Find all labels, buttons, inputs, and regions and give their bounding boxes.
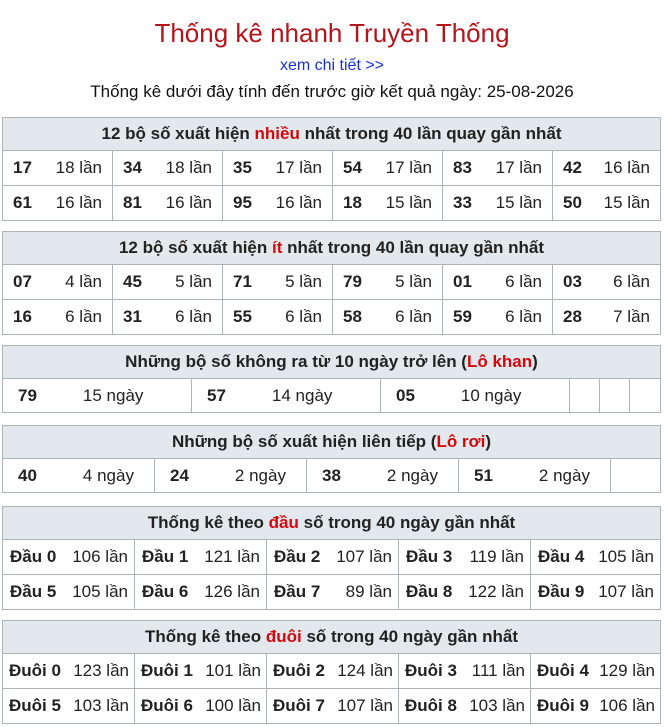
cell-label: Đầu 2: [274, 547, 321, 566]
dau-body: [3, 540, 660, 609]
cell-count: 16 lần: [275, 193, 322, 212]
cell-label: 58: [343, 307, 362, 326]
cell-count: 6 lần: [505, 307, 542, 326]
cell-label: 81: [123, 193, 142, 212]
lo-roi-row: [3, 459, 660, 492]
cell-count: 17 lần: [275, 158, 322, 177]
cell-label: Đuôi 0: [9, 661, 61, 680]
cell-label: 42: [563, 158, 582, 177]
cell-label: Đầu 7: [274, 582, 321, 601]
stat-cell: [531, 540, 660, 574]
cell-count: 89 lần: [345, 582, 392, 601]
cell-label: Đuôi 5: [9, 696, 61, 715]
stat-cell: [531, 575, 660, 609]
header-highlight: Lô khan: [466, 352, 533, 371]
dau-header: [3, 507, 660, 540]
lo-khan-row: [3, 379, 660, 412]
cell-label: 61: [13, 193, 32, 212]
empty-cell: [600, 379, 630, 412]
cell-count: 16 lần: [603, 158, 650, 177]
lo-khan-header: [3, 346, 660, 379]
table-row: [3, 540, 660, 575]
stat-cell: [135, 540, 267, 574]
lo-khan-table: [2, 345, 661, 413]
cell-count: 101 lần: [205, 661, 261, 680]
cell-label: Đầu 9: [538, 582, 585, 601]
table-row: [3, 151, 660, 186]
header-text: Những bộ số xuất hiện liên tiếp (: [171, 432, 437, 451]
cell-count: 2 ngày: [386, 465, 438, 485]
stat-cell: [333, 265, 443, 299]
cell-label: 45: [123, 272, 142, 291]
header-text: ): [532, 352, 538, 371]
cell-count: 14 ngày: [271, 385, 333, 405]
header-text: Thống kê theo: [147, 513, 269, 532]
cell-count: 15 ngày: [82, 385, 144, 405]
duoi-header: [3, 621, 660, 654]
cell-label: 34: [123, 158, 142, 177]
stat-cell: [3, 654, 135, 688]
least-frequent-header: [3, 232, 660, 265]
stat-cell: [553, 151, 660, 185]
cell-count: 18 lần: [55, 158, 102, 177]
least-frequent-table: [2, 231, 661, 335]
stat-cell: [399, 575, 531, 609]
cell-count: 123 lần: [73, 661, 129, 680]
stat-cell: [459, 459, 611, 492]
cell-count: 119 lần: [469, 547, 524, 566]
stat-cell: [443, 300, 553, 334]
cell-count: 4 ngày: [82, 465, 134, 485]
cell-count: 15 lần: [603, 193, 650, 212]
stat-cell: [192, 379, 381, 412]
cell-label: 55: [233, 307, 252, 326]
cell-label: 71: [233, 272, 252, 291]
stat-cell: [113, 300, 223, 334]
stat-cell: [3, 300, 113, 334]
header-text: Thống kê theo: [144, 627, 266, 646]
stat-cell: [267, 654, 399, 688]
cell-label: 79: [343, 272, 362, 291]
cell-label: 07: [13, 272, 32, 291]
cell-label: 51: [474, 465, 493, 485]
cell-count: 124 lần: [337, 661, 393, 680]
cell-count: 105 lần: [72, 582, 128, 601]
stat-cell: [333, 151, 443, 185]
table-row: [3, 300, 660, 334]
cell-count: 129 lần: [599, 661, 655, 680]
stat-cell: [399, 540, 531, 574]
header-text: nhất trong 40 lần quay gần nhất: [282, 238, 545, 257]
stat-cell: [223, 265, 333, 299]
stat-cell: [3, 151, 113, 185]
stat-cell: [3, 459, 155, 492]
cell-label: 54: [343, 158, 362, 177]
cell-label: 28: [563, 307, 582, 326]
cell-count: 107 lần: [336, 547, 392, 566]
cell-label: Đầu 8: [406, 582, 453, 601]
cell-count: 103 lần: [469, 696, 525, 715]
duoi-body: [3, 654, 660, 723]
stat-cell: [267, 575, 399, 609]
stat-cell: [135, 654, 267, 688]
most-frequent-table: [2, 117, 661, 221]
lo-roi-table: [2, 425, 661, 493]
cell-label: 01: [453, 272, 472, 291]
stat-cell: [267, 689, 399, 723]
cell-count: 17 lần: [495, 158, 542, 177]
stat-cell: [531, 654, 660, 688]
stat-cell: [3, 265, 113, 299]
cell-count: 5 lần: [395, 272, 432, 291]
table-row: [3, 186, 660, 220]
cell-count: 126 lần: [204, 582, 260, 601]
cell-count: 6 lần: [505, 272, 542, 291]
cell-label: 57: [207, 385, 226, 405]
cell-label: Đuôi 6: [141, 696, 193, 715]
cell-label: Đuôi 7: [273, 696, 325, 715]
cell-count: 105 lần: [598, 547, 654, 566]
stat-cell: [3, 186, 113, 220]
cell-count: 5 lần: [175, 272, 212, 291]
cell-label: Đầu 1: [142, 547, 189, 566]
cell-count: 7 lần: [613, 307, 650, 326]
stat-cell: [267, 540, 399, 574]
cell-label: Đầu 6: [142, 582, 189, 601]
cell-label: 16: [13, 307, 32, 326]
cell-label: Đầu 5: [10, 582, 57, 601]
duoi-table: [2, 620, 661, 724]
stat-cell: [135, 689, 267, 723]
lo-roi-header: [3, 426, 660, 459]
stat-cell: [333, 186, 443, 220]
cell-label: 33: [453, 193, 472, 212]
cell-count: 6 lần: [613, 272, 650, 291]
cell-label: 79: [18, 385, 37, 405]
cell-label: 83: [453, 158, 472, 177]
stat-cell: [3, 379, 192, 412]
cell-count: 111 lần: [471, 661, 525, 680]
stat-cell: [3, 540, 135, 574]
cell-count: 17 lần: [385, 158, 432, 177]
cell-count: 10 ngày: [460, 385, 522, 405]
cell-count: 100 lần: [205, 696, 261, 715]
cell-label: Đuôi 9: [537, 696, 589, 715]
table-row: [3, 654, 660, 689]
empty-cell: [570, 379, 600, 412]
cell-label: 38: [322, 465, 341, 485]
stat-cell: [223, 300, 333, 334]
cell-label: 95: [233, 193, 252, 212]
stat-cell: [381, 379, 570, 412]
cell-count: 106 lần: [599, 696, 655, 715]
empty-cell: [611, 459, 660, 492]
cell-label: 24: [170, 465, 189, 485]
cell-count: 16 lần: [55, 193, 102, 212]
cell-count: 15 lần: [495, 193, 542, 212]
cell-count: 2 ngày: [234, 465, 286, 485]
stat-cell: [443, 186, 553, 220]
header-text: ): [485, 432, 492, 451]
cell-label: 50: [563, 193, 582, 212]
dau-table: [2, 506, 661, 610]
cell-label: Đầu 0: [10, 547, 57, 566]
cell-count: 6 lần: [285, 307, 322, 326]
cell-count: 5 lần: [285, 272, 322, 291]
stat-cell: [135, 575, 267, 609]
cell-count: 15 lần: [385, 193, 432, 212]
cell-count: 107 lần: [337, 696, 393, 715]
header-text: Những bộ số không ra từ 10 ngày trở lên (: [125, 352, 467, 371]
stat-cell: [113, 186, 223, 220]
header-highlight: nhiều: [254, 124, 300, 143]
cell-label: 31: [123, 307, 142, 326]
cell-count: 4 lần: [65, 272, 102, 291]
stat-cell: [553, 265, 660, 299]
cell-label: 59: [453, 307, 472, 326]
cell-label: Đuôi 3: [405, 661, 457, 680]
stat-cell: [553, 186, 660, 220]
stat-cell: [399, 654, 531, 688]
cell-label: 35: [233, 158, 252, 177]
cell-label: 05: [396, 385, 415, 405]
cell-count: 121 lần: [204, 547, 260, 566]
details-link[interactable]: xem chi tiết >>: [279, 57, 385, 74]
header-highlight: đầu: [268, 513, 299, 532]
cell-label: Đuôi 8: [405, 696, 457, 715]
stat-cell: [3, 575, 135, 609]
cell-label: 18: [343, 193, 362, 212]
stat-cell: [333, 300, 443, 334]
cell-count: 122 lần: [468, 582, 524, 601]
page-subtitle: Thống kê dưới đây tính đến trước giờ kết quả ngày: 25-08-2026: [90, 82, 574, 101]
stat-cell: [307, 459, 459, 492]
stat-cell: [443, 151, 553, 185]
stat-cell: [3, 689, 135, 723]
table-row: [3, 575, 660, 609]
cell-count: 103 lần: [73, 696, 129, 715]
cell-label: Đuôi 2: [273, 661, 325, 680]
cell-count: 6 lần: [65, 307, 102, 326]
header-highlight: ít: [272, 238, 283, 257]
cell-count: 2 ngày: [538, 465, 590, 485]
stat-cell: [399, 689, 531, 723]
cell-count: 6 lần: [175, 307, 212, 326]
empty-cell: [630, 379, 660, 412]
cell-label: 17: [13, 158, 32, 177]
cell-label: 03: [563, 272, 582, 291]
header-highlight: Lô rơi: [436, 432, 486, 451]
stat-cell: [531, 689, 660, 723]
page-title: Thống kê nhanh Truyền Thống: [154, 18, 510, 48]
cell-label: Đuôi 4: [537, 661, 589, 680]
table-row: [3, 689, 660, 723]
header-text: 12 bộ số xuất hiện: [118, 238, 272, 257]
stat-cell: [223, 151, 333, 185]
header-highlight: đuôi: [265, 627, 302, 646]
most-frequent-header: [3, 118, 660, 151]
header-text: số trong 40 ngày gần nhất: [298, 513, 516, 532]
least-frequent-body: [3, 265, 660, 334]
stat-cell: [553, 300, 660, 334]
header-text: nhất trong 40 lần quay gần nhất: [299, 124, 562, 143]
stat-cell: [223, 186, 333, 220]
header-text: số trong 40 ngày gần nhất: [301, 627, 519, 646]
header-text: 12 bộ số xuất hiện: [101, 124, 255, 143]
cell-count: 18 lần: [165, 158, 212, 177]
table-row: [3, 265, 660, 300]
cell-label: Đuôi 1: [141, 661, 193, 680]
cell-count: 107 lần: [598, 582, 654, 601]
cell-label: 40: [18, 465, 37, 485]
stat-cell: [113, 265, 223, 299]
most-frequent-body: [3, 151, 660, 220]
cell-count: 6 lần: [395, 307, 432, 326]
cell-label: Đầu 3: [406, 547, 453, 566]
cell-count: 106 lần: [72, 547, 128, 566]
cell-label: Đầu 4: [538, 547, 585, 566]
stat-cell: [155, 459, 307, 492]
cell-count: 16 lần: [165, 193, 212, 212]
stat-cell: [443, 265, 553, 299]
stat-cell: [113, 151, 223, 185]
